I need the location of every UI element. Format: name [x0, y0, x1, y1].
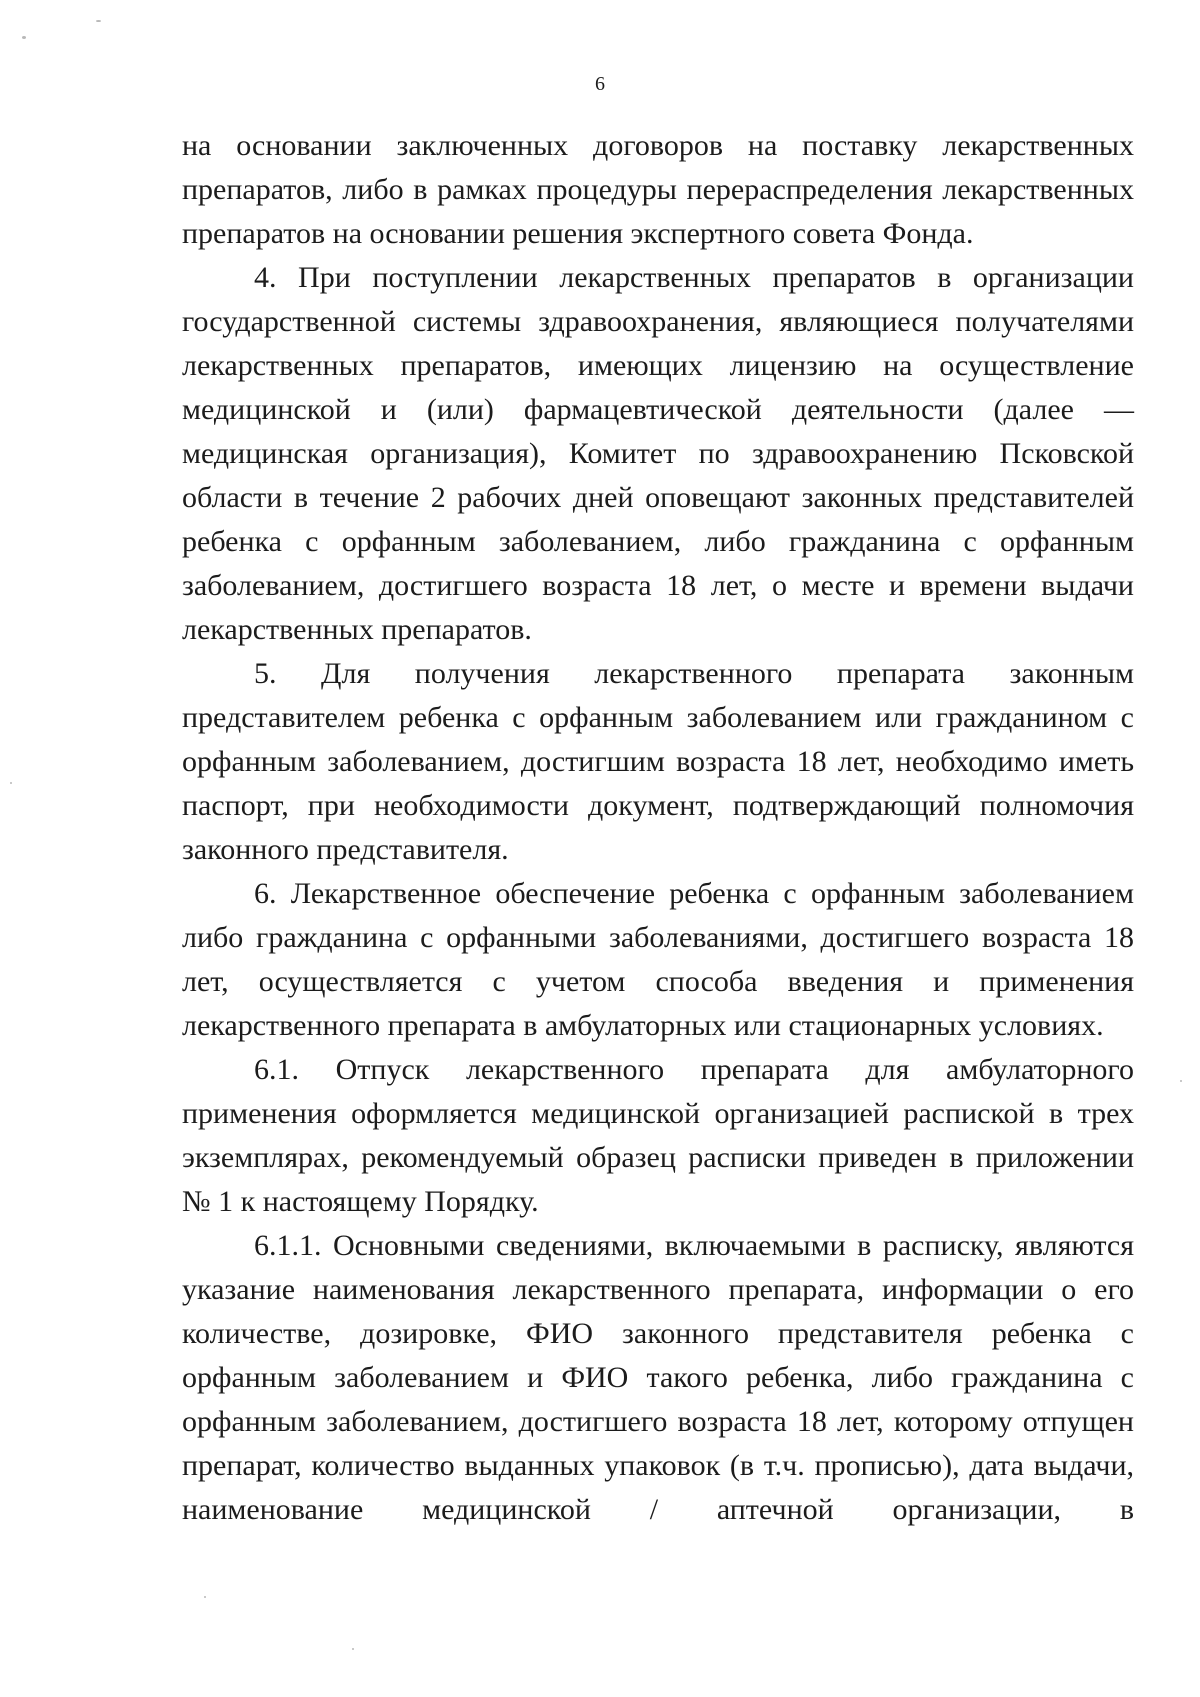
- paragraph-6: 6. Лекарственное обеспечение ребенка с орфанным заболеванием либо гражданина с орфанными заболеваниями, достигшего возраста 18 лет, осуществляется с учетом способа введения и применения лекарственного препарата в амбулаторных или стационарных условиях.: [182, 877, 1134, 1042]
- scan-speck: [352, 1648, 354, 1650]
- paragraph-6-1: 6.1. Отпуск лекарственного препарата для амбулаторного применения оформляется медицинской организацией распиской в трех экземплярах, рекомендуемый образец расписки приведен в приложении № 1 к настоящему Порядку.: [182, 1053, 1134, 1218]
- paragraph-5: 5. Для получения лекарственного препарата законным представителем ребенка с орфанным заболеванием или гражданином с орфанным заболеванием, достигшим возраста 18 лет, необходимо иметь паспорт, при необходимости документ, подтверждающий полномочия законного представителя.: [182, 657, 1134, 866]
- scan-speck: [1180, 1080, 1182, 1082]
- paragraph-6-1-1: 6.1.1. Основными сведениями, включаемыми в расписку, являются указание наименования лекарственного препарата, информации о его количестве, дозировке, ФИО законного представителя ребенка с орфанным заболеванием и ФИО такого ребенка, либо гражданина с орфанным заболеванием, достигшего возраста 18 лет, которому отпущен препарат, количество выданных упаковок (в т.ч. прописью), дата выдачи, наименование медицинской / аптечной организации, в: [182, 1229, 1134, 1526]
- scan-speck: [10, 782, 12, 784]
- paragraph-continuation: на основании заключенных договоров на поставку лекарственных препаратов, либо в рамках процедуры перераспределения лекарственных препаратов на основании решения экспертного совета Фонда.: [182, 129, 1134, 250]
- page-number: 6: [595, 73, 605, 95]
- document-body: [182, 124, 1134, 1532]
- paragraph-4: 4. При поступлении лекарственных препаратов в организации государственной системы здравоохранения, являющиеся получателями лекарственных препаратов, имеющих лицензию на осуществление медицинской и (или) фармацевтической деятельности (далее — медицинская организация), Комитет по здравоохранению Псковской области в течение 2 рабочих дней оповещают законных представителей ребенка с орфанным заболеванием, либо гражданина с орфанным заболеванием, достигшего возраста 18 лет, о месте и времени выдачи лекарственных препаратов.: [182, 261, 1134, 646]
- scan-speck: [204, 1596, 206, 1598]
- scan-speck: [96, 20, 101, 22]
- scan-speck: [22, 36, 26, 39]
